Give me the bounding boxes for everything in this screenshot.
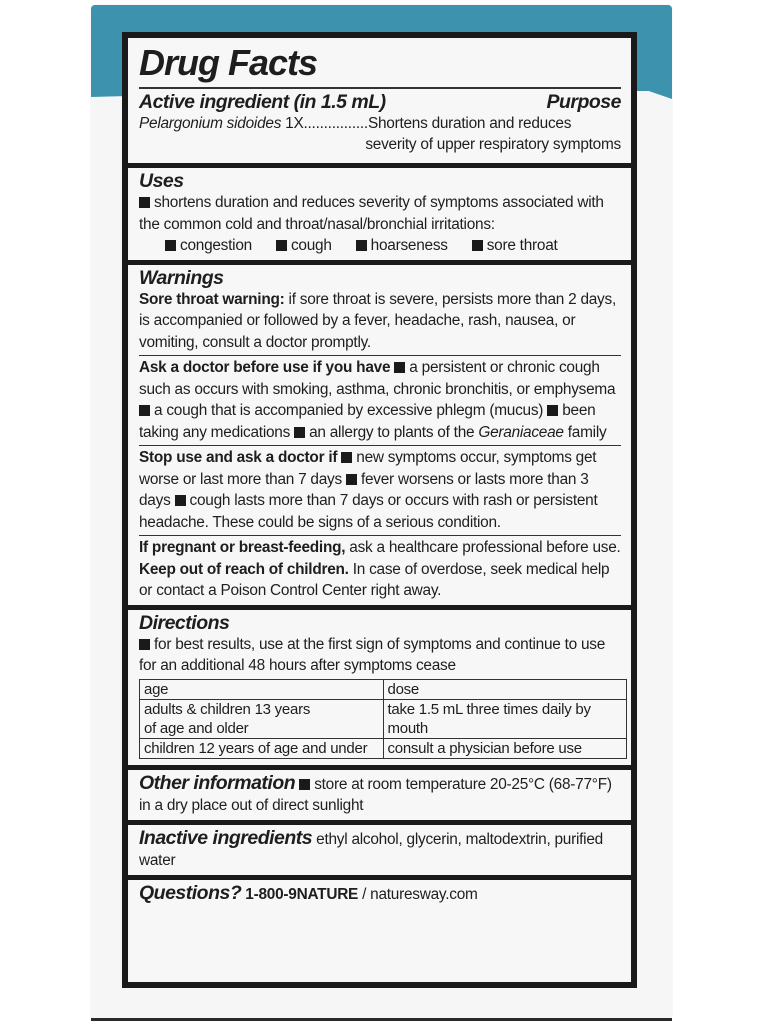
questions-heading: Questions? [139, 881, 242, 904]
table-row [140, 738, 627, 758]
questions-website: / naturesway.com [358, 885, 478, 903]
uses-item: congestion [165, 235, 252, 257]
section-uses [128, 168, 631, 260]
ingredient-potency: 1X................ [281, 114, 368, 132]
uses-list [139, 235, 621, 257]
uses-item: cough [276, 235, 332, 257]
inactive-ingredients-text: ethyl alcohol, glycerin, maltodextrin, purified water [139, 830, 603, 869]
bullet-square-icon [356, 240, 367, 251]
stop-use-lead: Stop use and ask a doctor if [139, 449, 338, 466]
directions-text: for best results, use at the first sign of symptoms and continue to use for an additional 48 hours after symptoms cease [139, 635, 606, 674]
bullet-square-icon [299, 779, 310, 790]
sore-throat-warning: Sore throat warning: if sore throat is severe, persists more than 2 days, is accompanied or followed by a fever, headache, rash, nausea, or vomiting, consult a doctor promptly. [139, 290, 616, 351]
title-divider [139, 87, 621, 89]
section-directions [128, 610, 631, 765]
table-header-dose: dose [383, 679, 627, 699]
active-heading-row [139, 91, 621, 113]
bullet-square-icon [139, 197, 150, 208]
directions-heading: Directions [139, 611, 230, 634]
bullet-square-icon [139, 405, 150, 416]
active-ingredient-row [139, 113, 621, 135]
plant-family-name: Geraniaceae [478, 423, 564, 441]
uses-item: hoarseness [356, 235, 448, 257]
keep-out-of-reach: Keep out of reach of children. [139, 560, 349, 578]
table-cell-age: children 12 years of age and under [140, 738, 384, 758]
purpose-heading: Purpose [546, 90, 621, 113]
uses-text: shortens duration and reduces severity of symptoms associated with the common cold and throat/nasal/bronchial irritations: [139, 194, 604, 233]
dosage-table [139, 679, 627, 759]
table-cell-dose: consult a physician before use [383, 738, 627, 758]
table-header-row [140, 679, 627, 699]
bullet-square-icon [294, 427, 305, 438]
ask-doctor-warning: Ask a doctor before use if you have a persistent or chronic cough such as occurs with smoking, asthma, chronic bronchitis, or emphysema a cough that is accompanied by excessive phlegm (mucus) been taking any medications an allergy to plants of the Geraniaceae family [139, 355, 621, 443]
active-ingredient-heading: Active ingredient (in 1.5 mL) [139, 90, 386, 113]
other-information-heading: Other information [139, 771, 296, 794]
bullet-square-icon [472, 240, 483, 251]
table-row [140, 699, 627, 738]
section-questions [128, 880, 631, 983]
bullet-square-icon [341, 452, 352, 463]
ingredient-name: Pelargonium sidoides [139, 114, 282, 132]
pregnancy-lead: If pregnant or breast-feeding, [139, 539, 346, 556]
other-information-text: store at room temperature 20-25°C (68-77°F) in a dry place out of direct sunlight [139, 775, 612, 814]
stop-use-warning: Stop use and ask a doctor if new symptoms occur, symptoms get worse or last more than 7 days fever worsens or lasts more than 3 days cough lasts more than 7 days or occurs with rash or persistent headache. These could be signs of a serious condition. [139, 445, 621, 533]
purpose-line-1: Shortens duration and reduces [367, 114, 572, 132]
ask-doctor-lead: Ask a doctor before use if you have [139, 359, 391, 376]
section-active-ingredient [128, 38, 631, 163]
bullet-square-icon [346, 474, 357, 485]
sore-throat-lead: Sore throat warning: [139, 290, 285, 308]
bullet-square-icon [547, 405, 558, 416]
section-inactive-ingredients [128, 825, 631, 875]
drug-facts-panel [122, 32, 637, 988]
bullet-square-icon [165, 240, 176, 251]
section-other-information [128, 770, 631, 820]
bullet-square-icon [276, 240, 287, 251]
table-cell-age: adults & children 13 years of age and older [140, 699, 384, 738]
package-bottom-edge [91, 1018, 672, 1021]
uses-heading: Uses [139, 170, 184, 192]
pregnancy-warning: If pregnant or breast-feeding, ask a healthcare professional before use. Keep out of reach of children. In case of overdose, seek medical help or contact a Poison Control Center right away. [139, 535, 621, 602]
bullet-square-icon [139, 639, 150, 650]
drug-facts-title: Drug Facts [139, 42, 318, 83]
section-warnings [128, 265, 631, 605]
uses-item: sore throat [472, 235, 558, 257]
purpose-line-2: severity of upper respiratory symptoms [365, 136, 621, 153]
warnings-heading: Warnings [139, 266, 224, 289]
questions-phone: 1-800-9NATURE [241, 885, 359, 903]
table-header-age: age [140, 679, 384, 699]
table-cell-dose: take 1.5 mL three times daily by mouth [383, 699, 627, 738]
bullet-square-icon [175, 495, 186, 506]
bullet-square-icon [394, 362, 405, 373]
inactive-ingredients-heading: Inactive ingredients [139, 826, 313, 849]
